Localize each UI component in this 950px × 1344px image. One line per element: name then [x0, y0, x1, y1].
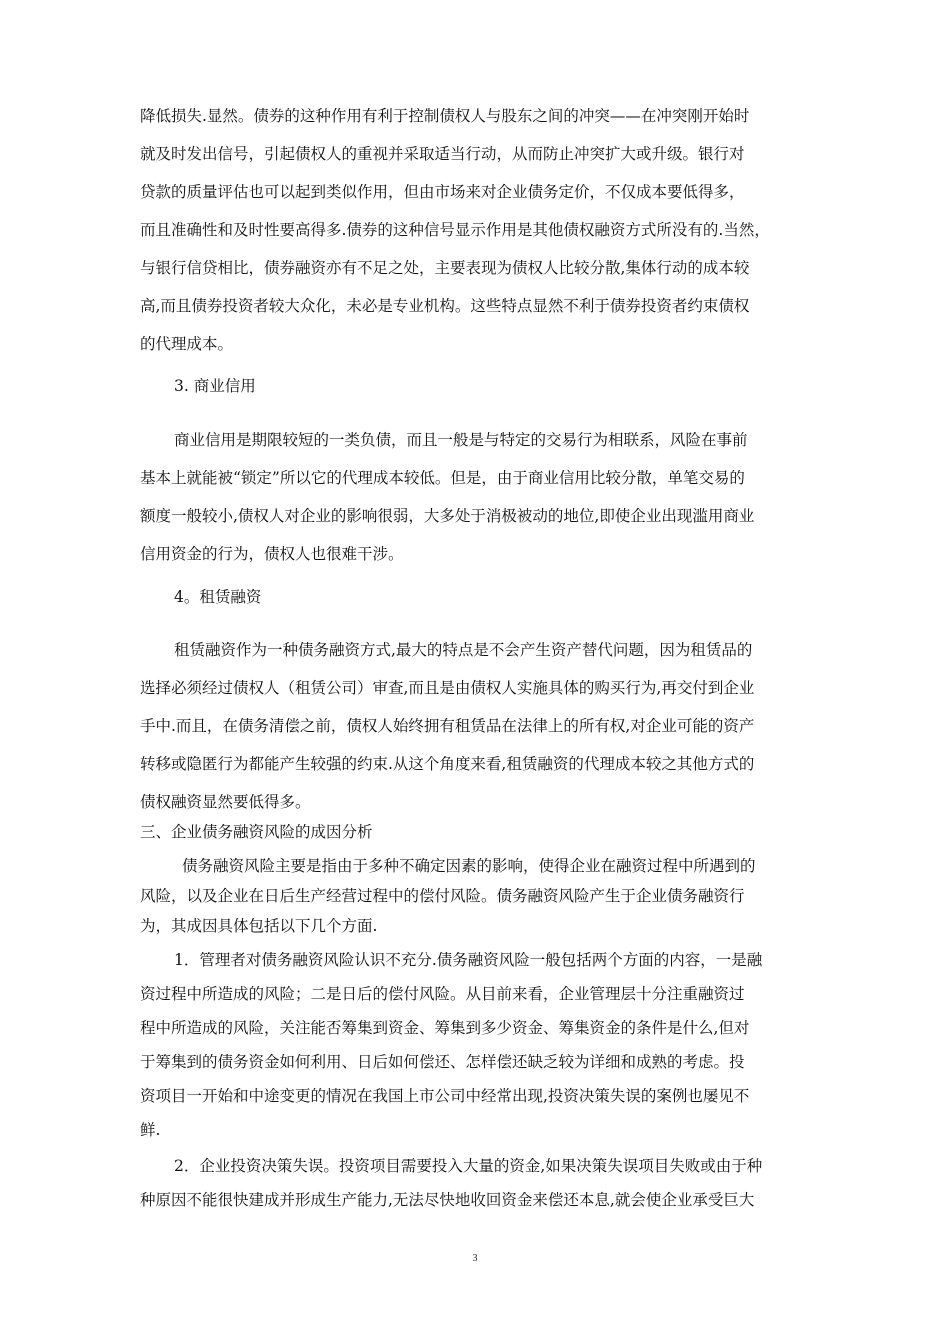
chapter-heading: 三、企业债务融资风险的成因分析	[140, 823, 373, 841]
body-line: 高,而且债券投资者较大众化，未必是专业机构。这些特点显然不利于债券投资者约束债权	[140, 297, 750, 315]
section-heading: 3. 商业信用	[174, 377, 256, 395]
body-line: 程中所造成的风险，关注能否筹集到资金、筹集到多少资金、筹集资金的条件是什么,但对	[140, 1019, 750, 1037]
body-line: 手中.而且，在债务清偿之前，债权人始终拥有租赁品在法律上的所有权,对企业可能的资产	[140, 717, 755, 735]
body-line: 1．管理者对债务融资风险认识不充分.债务融资风险一般包括两个方面的内容，一是融	[174, 951, 763, 969]
section-heading: 4。租赁融资	[174, 588, 262, 606]
body-line: 选择必须经过债权人（租赁公司）审查,而且是由债权人实施具体的购买行为,再交付到企业	[140, 679, 755, 697]
body-line: 鲜.	[140, 1121, 161, 1139]
body-line: 而且准确性和及时性要高得多.债券的这种信号显示作用是其他债权融资方式所没有的.当然，	[140, 221, 770, 239]
body-line: 2．企业投资决策失误。投资项目需要投入大量的资金,如果决策失误项目失败或由于种	[174, 1157, 763, 1175]
body-line: 商业信用是期限较短的一类负债，而且一般是与特定的交易行为相联系，风险在事前	[174, 431, 748, 449]
body-line: 风险，以及企业在日后生产经营过程中的偿付风险。债务融资风险产生于企业债务融资行	[140, 887, 745, 905]
body-line: 降低损失.显然。债券的这种作用有利于控制债权人与股东之间的冲突——在冲突刚开始时	[140, 107, 750, 125]
body-line: 基本上就能被“锁定”所以它的代理成本较低。但是，由于商业信用比较分散，单笔交易的	[140, 469, 745, 487]
body-line: 债务融资风险主要是指由于多种不确定因素的影响，使得企业在融资过程中所遇到的	[182, 857, 756, 875]
body-line: 租赁融资作为一种债务融资方式,最大的特点是不会产生资产替代问题，因为租赁品的	[174, 641, 753, 659]
body-line: 信用资金的行为，债权人也很难干涉。	[140, 545, 404, 563]
page-number: 3	[472, 1253, 478, 1264]
body-line: 资项目一开始和中途变更的情况在我国上市公司中经常出现,投资决策失误的案例也屡见不	[140, 1087, 750, 1105]
body-line: 资过程中所造成的风险；二是日后的偿付风险。从目前来看，企业管理层十分注重融资过	[140, 985, 745, 1003]
body-line: 于筹集到的债务资金如何利用、日后如何偿还、怎样偿还缺乏较为详细和成熟的考虑。投	[140, 1053, 745, 1071]
body-line: 为，其成因具体包括以下几个方面.	[140, 917, 378, 935]
body-line: 种原因不能很快建成并形成生产能力,无法尽快地收回资金来偿还本息,就会使企业承受巨大	[140, 1191, 755, 1209]
body-line: 额度一般较小,债权人对企业的影响很弱，大多处于消极被动的地位,即使企业出现滥用商业	[140, 507, 755, 525]
body-line: 的代理成本。	[140, 335, 234, 353]
body-line: 债权融资显然要低得多。	[140, 793, 311, 811]
body-line: 就及时发出信号，引起债权人的重视并采取适当行动，从而防止冲突扩大或升级。银行对	[140, 145, 745, 163]
body-line: 与银行信贷相比，债券融资亦有不足之处，主要表现为债权人比较分散,集体行动的成本较	[140, 259, 750, 277]
body-line: 贷款的质量评估也可以起到类似作用，但由市场来对企业债务定价，不仅成本要低得多，	[140, 183, 745, 201]
body-line: 转移或隐匿行为都能产生较强的约束.从这个角度来看,租赁融资的代理成本较之其他方式的	[140, 755, 755, 773]
